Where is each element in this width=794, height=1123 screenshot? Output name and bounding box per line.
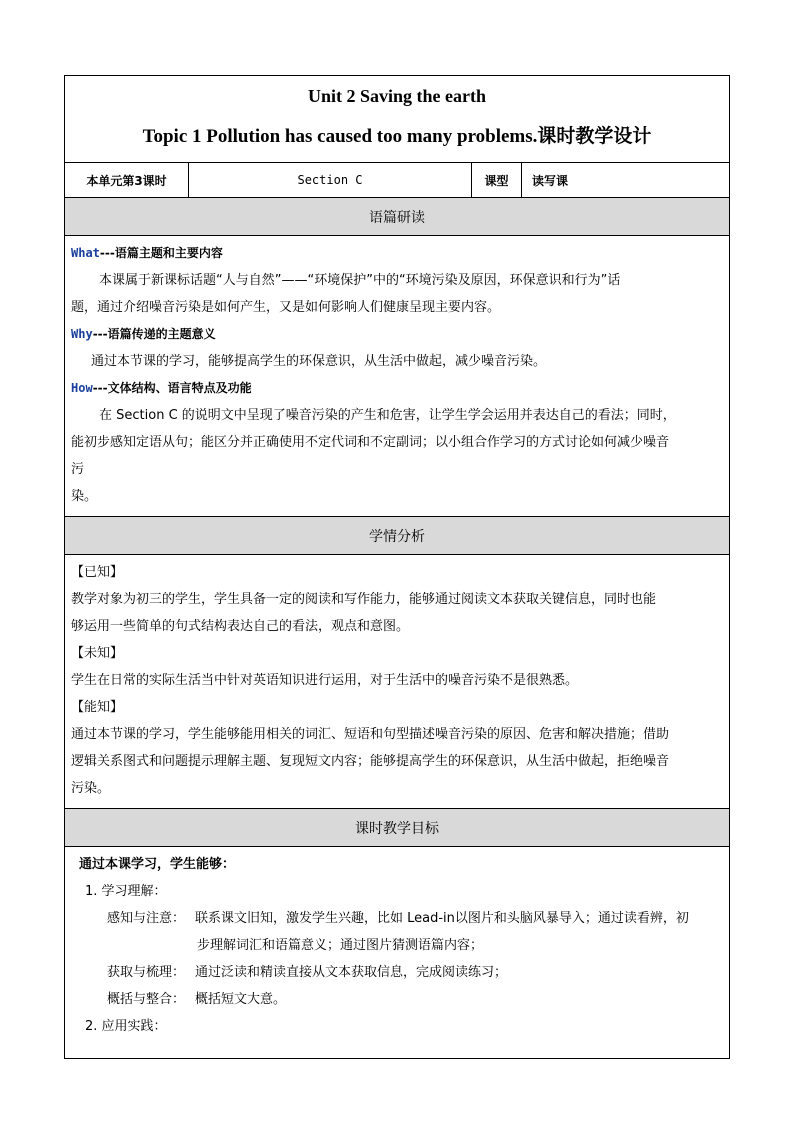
known-text-line-2: 够运用一些简单的句式结构表达自己的看法，观点和意图。 (71, 619, 410, 634)
text-study-heading: 语篇研读 (65, 198, 729, 236)
why-tag: Why (71, 327, 93, 341)
student-analysis-body (65, 555, 729, 809)
objective-item-1: 1. 学习理解： (85, 884, 167, 899)
perceive-label: 感知与注意： (107, 911, 186, 926)
known-text-line-1: 教学对象为初三的学生，学生具备一定的阅读和写作能力，能够通过阅读文本获取关键信息，同时也能 (71, 592, 657, 607)
lesson-type-label: 课型 (472, 163, 522, 197)
unit-title: Unit 2 Saving the earth (307, 86, 486, 106)
how-text-line-1: 在 Section C 的说明文中呈现了噪音污染的产生和危害，让学生学会运用并表达自己的看法；同时， (99, 408, 676, 423)
how-text-line-2: 能初步感知定语从句；能区分并正确使用不定代词和不定副词；以小组合作学习的方式讨论如何减少噪音 (71, 435, 670, 450)
text-study-body (65, 236, 729, 517)
student-analysis-heading: 学情分析 (65, 517, 729, 555)
how-text-line-4: 染。 (71, 489, 98, 504)
able-text-line-3: 污染。 (71, 781, 111, 796)
section-cell: Section C (189, 163, 472, 197)
lesson-type-value: 读写课 (532, 173, 569, 188)
able-text-line-2: 逻辑关系图式和问题提示理解主题、复现短文内容；能够提高学生的环保意识，从生活中做起，拒绝噪音 (71, 754, 670, 769)
what-text-line-2: 题，通过介绍噪音污染是如何产生，又是如何影响人们健康呈现主要内容。 (71, 300, 501, 315)
objective-item-2: 2. 应用实践： (85, 1019, 167, 1034)
able-text-line-1: 通过本节课的学习，学生能够能用相关的词汇、短语和句型描述噪音污染的原因、危害和解决措施；借助 (71, 727, 670, 742)
why-text: 通过本节课的学习，能够提高学生的环保意识，从生活中做起，减少噪音污染。 (91, 354, 547, 369)
topic-title: Topic 1 Pollution has caused too many problems.课时教学设计 (142, 126, 652, 147)
why-title: ---语篇传递的主题意义 (92, 327, 216, 341)
what-title: ---语篇主题和主要内容 (99, 246, 223, 260)
title-block (65, 76, 729, 163)
obtain-text: 通过泛读和精读直接从文本获取信息，完成阅读练习； (195, 965, 508, 980)
what-text-line-1: 本课属于新课标话题“人与自然”——“环境保护”中的“环境污染及原因，环保意识和行为”话 (99, 273, 621, 288)
objectives-intro: 通过本课学习，学生能够： (79, 857, 236, 872)
able-label: 【能知】 (71, 700, 124, 715)
unknown-text: 学生在日常的实际生活当中针对英语知识进行运用，对于生活中的噪音污染不是很熟悉。 (71, 673, 579, 688)
objectives-body (65, 847, 729, 1044)
summarize-label: 概括与整合： (107, 992, 186, 1007)
summarize-text: 概括短文大意。 (195, 992, 287, 1007)
how-tag: How (71, 381, 93, 395)
perceive-text-line-1: 联系课文旧知，激发学生兴趣，比如 Lead-in以图片和头脑风暴导入；通过读看辨，初 (195, 911, 689, 926)
obtain-label: 获取与梳理： (107, 965, 186, 980)
known-label: 【已知】 (71, 565, 124, 580)
lesson-plan-table (64, 75, 730, 1059)
how-text-line-3: 污 (71, 462, 85, 477)
unknown-label: 【未知】 (71, 646, 124, 661)
lesson-number-cell: 本单元第3课时 (65, 163, 189, 197)
info-row (65, 163, 729, 198)
objectives-heading: 课时教学目标 (65, 809, 729, 847)
how-title: ---文体结构、语言特点及功能 (92, 381, 252, 395)
perceive-text-line-2: 步理解词汇和语篇意义；通过图片猜测语篇内容； (197, 938, 484, 953)
what-tag: What (71, 246, 100, 260)
